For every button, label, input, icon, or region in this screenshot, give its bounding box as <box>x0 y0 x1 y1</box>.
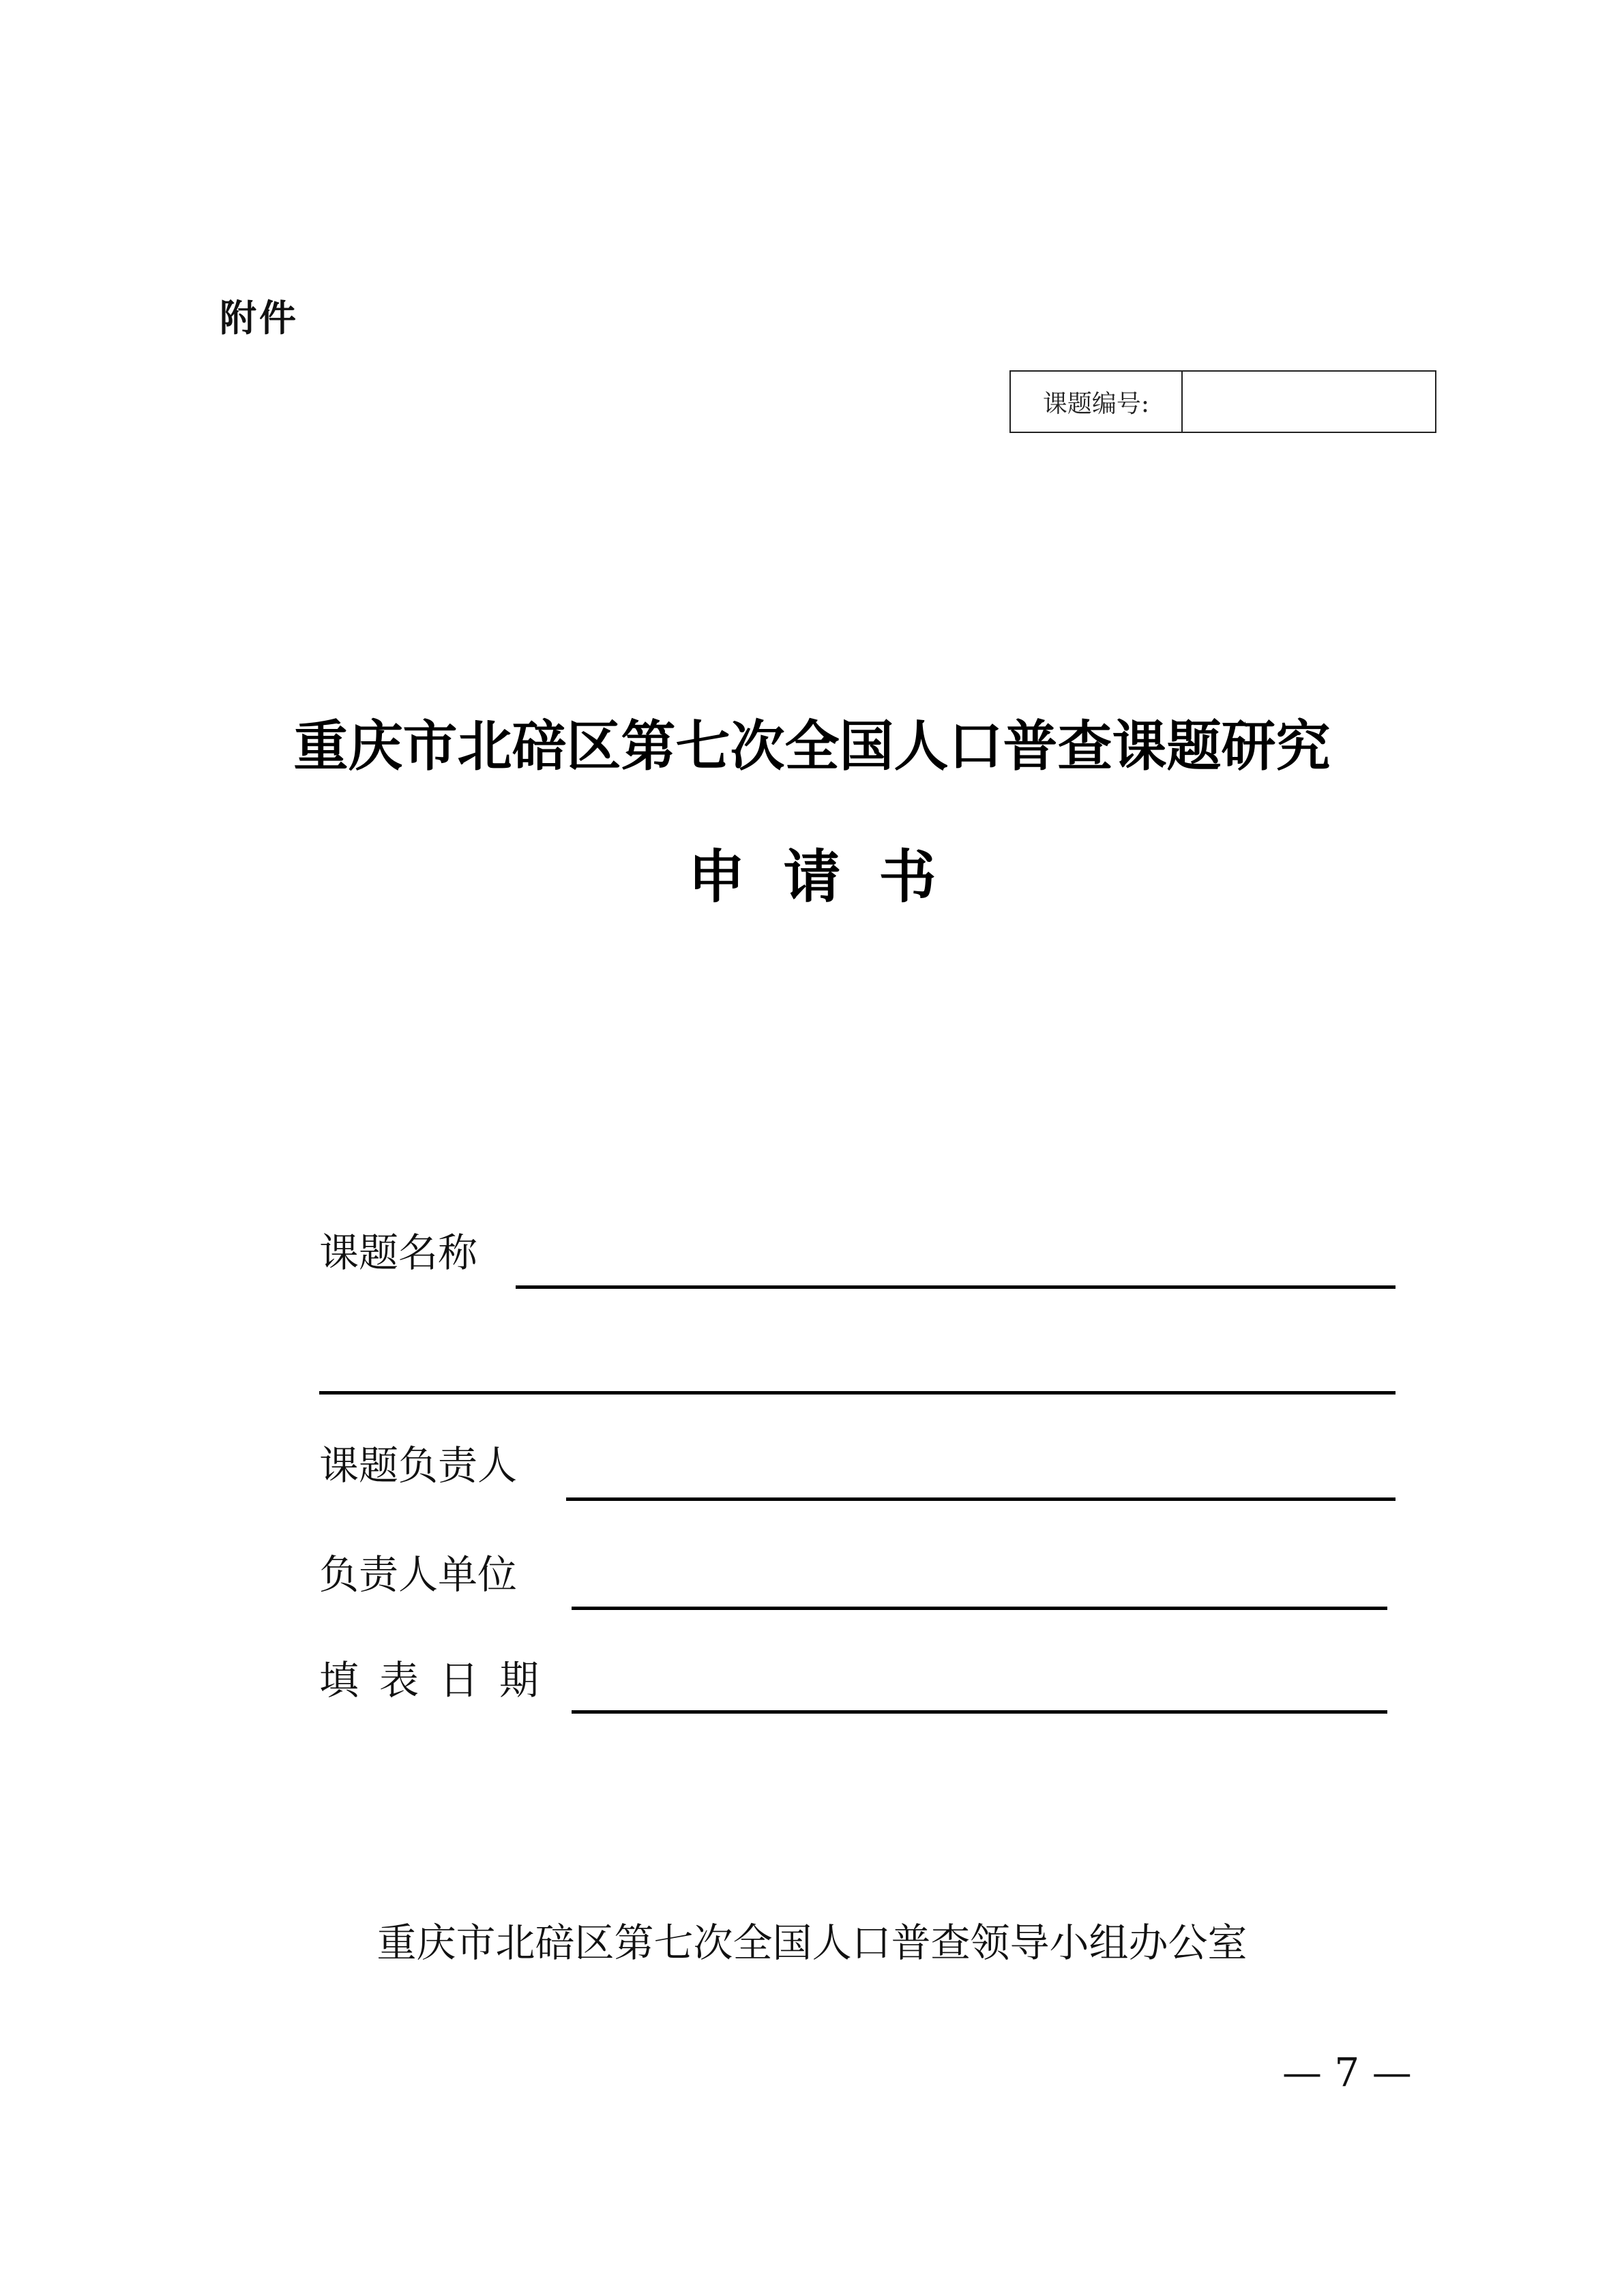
topic-name-line-2[interactable] <box>319 1391 1396 1395</box>
leader-unit-label: 负责人单位 <box>319 1551 518 1598</box>
topic-leader-line[interactable] <box>566 1497 1396 1501</box>
leader-unit-line[interactable] <box>572 1607 1387 1610</box>
fill-date-line[interactable] <box>572 1710 1387 1714</box>
topic-number-field[interactable] <box>1183 372 1435 432</box>
topic-number-label: 课题编号: <box>1011 372 1183 432</box>
topic-name-label: 课题名称 <box>319 1229 478 1276</box>
page-number: — 7 — <box>1282 2049 1412 2096</box>
topic-number-box <box>1009 370 1436 433</box>
topic-leader-label: 课题负责人 <box>319 1442 518 1489</box>
fill-date-label: 填表日期 <box>319 1657 560 1703</box>
topic-name-line[interactable] <box>516 1285 1396 1289</box>
document-subtitle: 申请书 <box>688 843 975 910</box>
attachment-label: 附件 <box>220 297 299 340</box>
issuing-office: 重庆市北碚区第七次全国人口普查领导小组办公室 <box>377 1920 1247 1966</box>
document-title: 重庆市北碚区第七次全国人口普查课题研究 <box>293 714 1331 778</box>
